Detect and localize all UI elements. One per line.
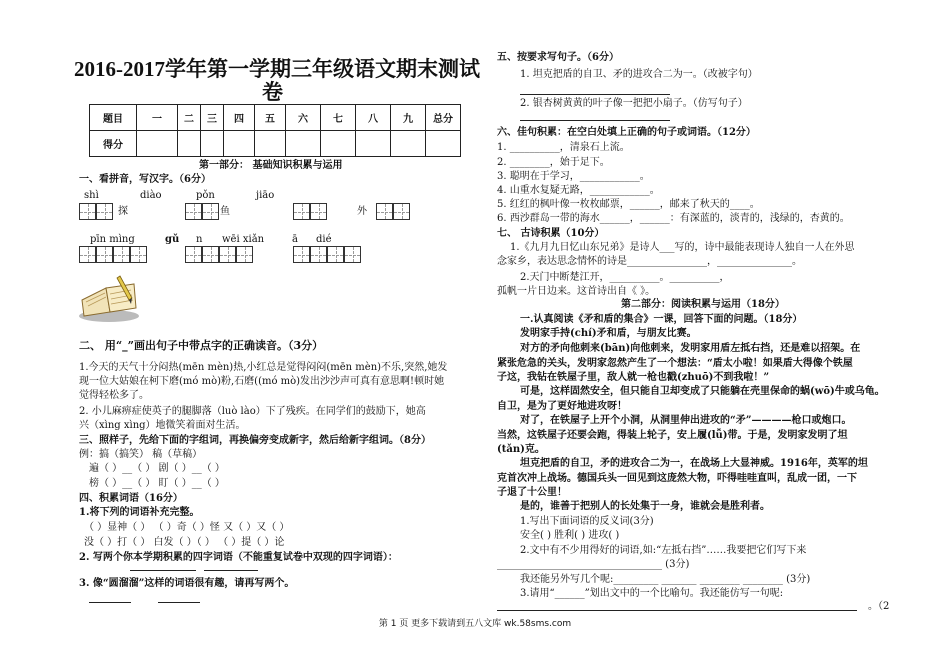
- pinyin: jiāo: [256, 190, 275, 201]
- write-grid[interactable]: [79, 203, 96, 220]
- score-header-cell: 八: [356, 105, 391, 131]
- score-header-cell: 三: [201, 105, 224, 131]
- exam-title-line1: 2016-2017学年第一学期三年级语文期末测试: [74, 57, 480, 81]
- score-cell[interactable]: [178, 131, 201, 157]
- passage-line: 可是，这样固然安全，但只能自卫却变成了只能躺在壳里保命的蜗(wō)牛或乌龟。: [520, 386, 885, 397]
- score-header-cell: 九: [391, 105, 426, 131]
- q2-heading: 二、 用“_”画出句子中带点字的正确读音。（3分）: [79, 339, 324, 352]
- pinyin: wēi xiǎn: [222, 234, 265, 245]
- answer-line[interactable]: [89, 602, 131, 603]
- score-cell[interactable]: [356, 131, 391, 157]
- q4-line: 没（ ）打（ ） 白发（ ）（ ） （ ）提（ ）论: [84, 537, 285, 548]
- q3-heading: 三、照样子，先给下面的字组词，再换偏旁变成新字，然后给新字组词。（8分）: [79, 435, 431, 446]
- answer-line[interactable]: [497, 610, 857, 611]
- reading-q2c: 我还能另外写几个呢:_________ _______ ________ ________ (3分): [520, 574, 811, 585]
- score-header-cell: 四: [224, 105, 255, 131]
- write-grid[interactable]: [393, 203, 410, 220]
- q2-text-line: 现一位大姑娘在柯下磨(mó mò)粉,石磨((mó mò)发出沙沙声可真有意思啊!顿时她: [79, 376, 445, 387]
- score-header-cell: 题目: [90, 105, 137, 131]
- write-grid[interactable]: [219, 246, 236, 263]
- q3-row: 榜（ ）__（ ） 盯（ ）__（ ）: [89, 478, 225, 489]
- passage-line: (tǎn)克。: [497, 444, 545, 455]
- write-grid[interactable]: [310, 203, 327, 220]
- passage-line: 对方的矛向他刺来(bān)向他刺来，发明家用盾左抵右挡，还是难以招架。在: [520, 343, 861, 354]
- q7-line: 念家乡，表达思念情怀的诗是________________，_______________。: [497, 256, 802, 267]
- passage-line: 当然，这铁屋子还要会跑，得装上轮子，安上履(lǚ)带。于是，发明家发明了坦: [497, 430, 848, 441]
- score-cell[interactable]: [255, 131, 286, 157]
- q2-text-line: 1.今天的天气十分闷热(mēn mèn)热,小红总是觉得闷闷(mēn mèn)不乐,突然,她发: [79, 362, 448, 373]
- q7-heading: 七、 古诗积累（10分）: [497, 228, 605, 239]
- q2-text-line: 兴（xìng xìng）地微笑着面对生活。: [79, 420, 246, 431]
- score-cell[interactable]: [321, 131, 356, 157]
- write-grid[interactable]: [79, 246, 96, 263]
- score-header-cell: 二: [178, 105, 201, 131]
- page-footer: 第 1 页 更多下载请到五八文库 wk.58sms.com: [378, 619, 572, 629]
- score-cell[interactable]: [426, 131, 461, 157]
- q6-line: 3. 聪明在于学习，____________。: [497, 171, 650, 182]
- write-grid[interactable]: [185, 246, 202, 263]
- write-grid[interactable]: [130, 246, 147, 263]
- answer-line[interactable]: [520, 120, 670, 121]
- part1-heading: 第一部分： 基础知识积累与运用: [199, 160, 343, 171]
- part2-heading: 第二部分：阅读积累与运用（18分）: [621, 299, 785, 310]
- passage-line: 自卫，是为了更好地进攻呀！: [497, 401, 627, 412]
- pinyin: ā: [292, 234, 298, 245]
- q3-row: 遍（ ）__（ ） 剧（ ）__（ ）: [89, 463, 225, 474]
- write-grid[interactable]: [293, 246, 310, 263]
- passage-line: 克首次冲上战场。德国兵头一回见到这庞然大物，吓得哇哇直叫，乱成一团，一下: [497, 473, 857, 484]
- write-grid[interactable]: [113, 246, 130, 263]
- write-grid[interactable]: [96, 246, 113, 263]
- passage-line: 紧张危急的关头，发明家忽然产生了一个想法：“盾太小啦！如果盾大得像个铁屋: [497, 358, 853, 369]
- passage-line: 是的，谁善于把别人的长处集于一身，谁就会是胜利者。: [520, 501, 770, 512]
- pinyin: pǒn: [196, 190, 215, 201]
- score-table: [89, 104, 461, 157]
- pinyin: pīn mìng: [90, 234, 135, 245]
- given-char: 探: [118, 206, 128, 217]
- score-header-cell: 六: [286, 105, 321, 131]
- write-grid[interactable]: [96, 203, 113, 220]
- score-cell[interactable]: [286, 131, 321, 157]
- reading-q1-items: 安全( ) 胜利( ) 进攻( ): [520, 530, 620, 541]
- write-grid[interactable]: [344, 246, 361, 263]
- q5-heading: 五、按要求写句子。（6分）: [497, 52, 619, 63]
- q4-heading: 四、积累词语（16分）: [79, 493, 183, 504]
- score-row-label: 得分: [90, 131, 137, 157]
- score-cell[interactable]: [137, 131, 178, 157]
- q7-line: 2.天门中断楚江开，__________。__________，: [520, 272, 730, 283]
- q4-sub1: 1.将下列的词语补充完整。: [79, 507, 200, 518]
- reading-q1: 1.写出下面词语的反义词(3分): [520, 516, 654, 527]
- score-header-cell: 总分: [426, 105, 461, 131]
- q4-line: （ ）显神（ ） （ ）奇（ ）怪 又（ ）又（ ）: [84, 522, 290, 533]
- pinyin: shì: [84, 190, 99, 201]
- reading-intro: 一.认真阅读《矛和盾的集合》一课，回答下面的问题。（18分）: [520, 314, 803, 325]
- score-header-cell: 七: [321, 105, 356, 131]
- book-pencil-icon: [76, 270, 142, 324]
- write-grid[interactable]: [202, 246, 219, 263]
- reading-q3: 3.请用“______”划出文中的一个比喻句。我还能仿写一句呢:: [520, 588, 784, 599]
- q4-sub2: 2. 写两个你本学期积累的四字词语（不能重复试卷中双现的四字词语）：: [79, 552, 398, 563]
- q6-line: 2. ________，始于足下。: [497, 157, 610, 168]
- write-grid[interactable]: [376, 203, 393, 220]
- given-char: 外: [357, 206, 367, 217]
- score-cell[interactable]: [224, 131, 255, 157]
- pinyin: dié: [316, 234, 332, 245]
- score-header-cell: 五: [255, 105, 286, 131]
- q2-text-line: 2. 小儿麻痹症使英子的腿脚落（luò lào）下了残疾。在同学们的鼓励下，她高: [79, 406, 426, 417]
- reading-q3-end: 。（2: [868, 601, 890, 612]
- answer-line[interactable]: [130, 570, 196, 571]
- score-header-cell: 一: [137, 105, 178, 131]
- q7-line: 1.《九月九日忆山东兄弟》是诗人___写的，诗中最能表现诗人独自一人在外思: [510, 242, 855, 253]
- write-grid[interactable]: [327, 246, 344, 263]
- q6-heading: 六、佳句积累：在空白处填上正确的句子或词语。（12分）: [497, 127, 756, 138]
- q6-line: 4. 山重水复疑无路，____________。: [497, 185, 660, 196]
- write-grid[interactable]: [202, 203, 219, 220]
- q3-example: 例：搞（搞笑） 稿（草稿）: [79, 449, 203, 460]
- reading-q2b: _________________________________ (3分): [497, 559, 690, 570]
- exam-title-line2: 卷: [262, 80, 283, 104]
- score-cell[interactable]: [391, 131, 426, 157]
- q6-line: 5. 红红的枫叶像一枚枚邮票，______，邮来了秋天的____。: [497, 199, 760, 210]
- score-table-score-row: [90, 131, 461, 157]
- q6-line: 1. __________，清泉石上流。: [497, 142, 630, 153]
- q7-line: 孤帆一片日边来。这首诗出自《 》。: [497, 286, 656, 297]
- pinyin: diào: [140, 190, 162, 201]
- passage-line: 子这，我钻在铁屋子里，敌人就一枪也戳(zhuō)不到我啦！”: [497, 372, 770, 383]
- q6-line: 6. 西沙群岛一带的海水______，______：有深蓝的，淡青的，浅绿的，杏黄的。: [497, 213, 850, 224]
- score-cell[interactable]: [201, 131, 224, 157]
- q1-heading: 一、看拼音，写汉字。（6分）: [79, 174, 211, 185]
- given-char: 鱼: [220, 206, 230, 217]
- score-table-header-row: [90, 105, 461, 131]
- q5-sentence: 1. 坦克把盾的自卫、矛的进攻合二为一。（改被字句）: [520, 69, 758, 80]
- q4-sub3: 3. 像“圆溜溜”这样的词语很有趣，请再写两个。: [79, 578, 295, 589]
- reading-q2: 2.文中有不少用得好的词语,如:“左抵右挡”……我要把它们写下来: [520, 545, 807, 556]
- q2-text-line: 觉得轻松多了。: [79, 390, 149, 401]
- passage-line: 子退了十公里！: [497, 487, 567, 498]
- passage-line: 对了，在铁屋子上开个小洞，从洞里伸出进攻的“矛”————枪口或炮口。: [520, 415, 852, 426]
- passage-line: 坦克把盾的自卫，矛的进攻合二为一，在战场上大显神威。1916年，英军的坦: [520, 458, 868, 469]
- write-grid[interactable]: [310, 246, 327, 263]
- answer-line[interactable]: [158, 602, 200, 603]
- write-grid[interactable]: [293, 203, 310, 220]
- answer-line[interactable]: [520, 94, 670, 95]
- passage-line: 发明家手持(chí)矛和盾，与朋友比赛。: [520, 328, 697, 339]
- write-grid[interactable]: [236, 246, 253, 263]
- write-grid[interactable]: [185, 203, 202, 220]
- q5-sentence: 2. 银杏树黄黄的叶子像一把把小扇子。（仿写句子）: [520, 98, 748, 109]
- answer-line[interactable]: [204, 570, 258, 571]
- pinyin: n: [196, 234, 203, 245]
- pinyin: gǔ: [165, 234, 180, 245]
